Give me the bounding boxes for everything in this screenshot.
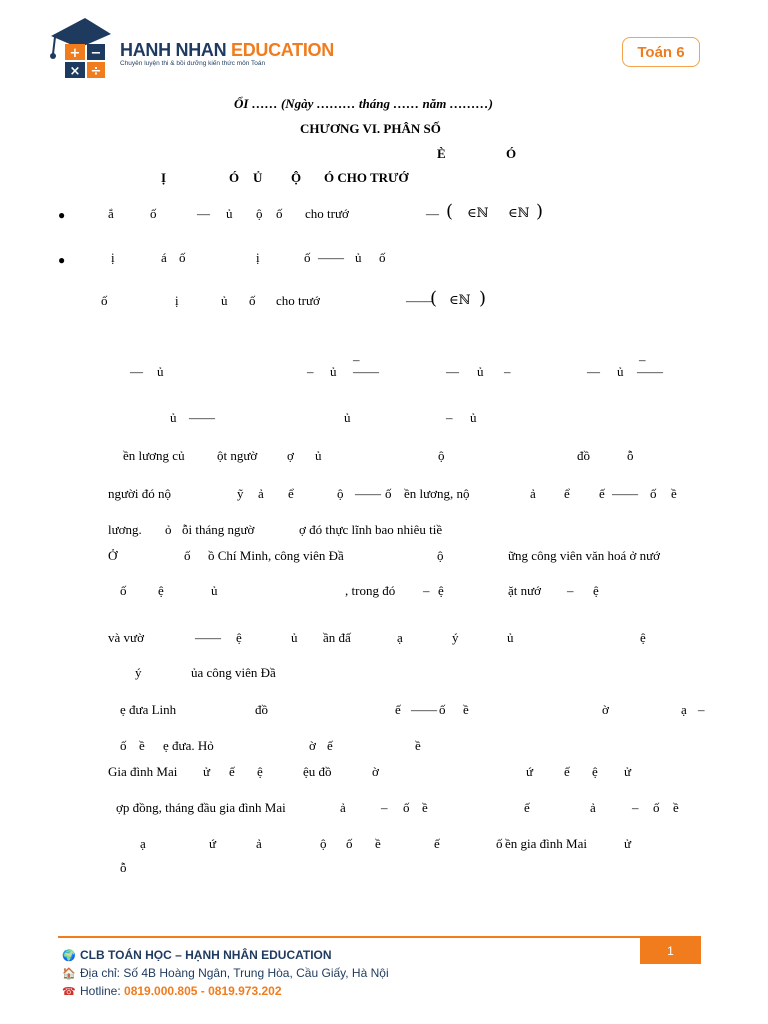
fragment: ệu đồ — [303, 764, 332, 779]
fragment: ố — [496, 836, 503, 851]
fragment: ế — [327, 738, 333, 753]
fragment: ộ — [256, 206, 263, 221]
fragment: — — [197, 206, 210, 221]
fragment: ế — [434, 836, 440, 851]
times-symbol: × — [69, 64, 81, 79]
fragment: – — [446, 410, 453, 425]
fragment: ợ đó thực lĩnh bao nhiêu tiề — [299, 522, 443, 537]
fragment: ệ — [592, 764, 598, 779]
fragment: ố — [379, 250, 386, 265]
overline: – — [353, 352, 360, 367]
fragment: ả — [590, 800, 596, 815]
open-paren: ( — [446, 201, 454, 222]
fragment: ộ — [337, 486, 344, 501]
fragment: ả — [258, 486, 264, 501]
footer-club — [62, 948, 332, 962]
fragment: ủ — [291, 630, 298, 645]
fragment: – — [381, 800, 388, 815]
fragment: ể — [288, 486, 294, 501]
fragment: — — [426, 206, 439, 221]
lesson-fragment: Ị — [161, 170, 167, 185]
fragment: ột ngườ — [217, 448, 258, 463]
hotline-label: Hotline: — [80, 984, 121, 998]
fragment: – — [504, 364, 511, 379]
fragment: ố — [385, 486, 392, 501]
bullet-dot: ● — [58, 208, 66, 222]
fragment: ử — [624, 764, 632, 779]
fragment: —— — [353, 364, 379, 379]
phone-icon: ☎ — [62, 986, 76, 998]
chapter-title: CHƯƠNG VI. PHÂN SỐ — [300, 121, 441, 136]
grade-badge: Toán 6 — [622, 37, 700, 67]
natural-set-symbol: ∈ℕ — [508, 206, 530, 221]
graduation-cap-icon — [45, 12, 113, 82]
fragment: ủ — [617, 364, 624, 379]
fragment: ế — [229, 764, 235, 779]
brand-name-main: HANH NHAN — [120, 40, 227, 60]
fragment: ế — [599, 486, 605, 501]
fragment: ố — [179, 250, 186, 265]
fragment: ố — [276, 206, 283, 221]
fragment: —— — [637, 364, 663, 379]
fragment: ả — [530, 486, 536, 501]
close-paren: ) — [479, 288, 487, 309]
fragment: ỗ — [120, 860, 127, 875]
fragment: ề — [375, 836, 381, 851]
fragment: ề — [463, 702, 469, 717]
fragment: ả — [256, 836, 262, 851]
fragment: ệ — [257, 764, 263, 779]
fragment: ứ — [526, 764, 534, 779]
fragment: ắ — [108, 206, 114, 221]
minus-symbol: − — [90, 46, 102, 61]
fragment: ố — [650, 486, 657, 501]
fragment: ố — [439, 702, 446, 717]
house-icon: 🏠 — [62, 968, 76, 980]
fragment: ề — [139, 738, 145, 753]
footer-hotline — [62, 984, 282, 998]
fragment: ế — [564, 764, 570, 779]
fragment: ề — [415, 738, 421, 753]
fragment: ử — [203, 764, 211, 779]
globe-icon: 🌍 — [62, 950, 76, 962]
brand-name-suffix: EDUCATION — [231, 40, 334, 60]
fragment: — — [446, 364, 459, 379]
fragment: ủ — [355, 250, 362, 265]
fragment: lương. — [108, 522, 142, 537]
fragment: ờ — [309, 738, 316, 753]
divide-symbol: ÷ — [90, 64, 102, 79]
lesson-fragment: Ủ — [253, 170, 263, 185]
fragment: ệ — [158, 583, 164, 598]
fragment: ền lương củ — [123, 448, 185, 463]
fragment: ị — [111, 250, 115, 265]
fragment: ỹ — [237, 486, 244, 501]
fragment: ố — [403, 800, 410, 815]
fragment: ử — [624, 836, 632, 851]
fragment: ế — [395, 702, 401, 717]
fragment: ủ — [344, 410, 351, 425]
date-line-text: ỔI …… (Ngày ……… tháng …… năm ………) — [234, 96, 493, 111]
fragment: đồ — [577, 448, 590, 463]
heading-fragment: È — [437, 146, 446, 161]
fragment: Ở — [108, 548, 118, 563]
fragment: ố — [249, 293, 256, 308]
hotline-numbers: 0819.000.805 - 0819.973.202 — [124, 984, 282, 998]
overline: – — [639, 352, 646, 367]
fragment: —— — [318, 250, 344, 265]
fragment: ộ — [437, 548, 444, 563]
fragment: ố — [346, 836, 353, 851]
fragment: – — [307, 364, 314, 379]
footer-divider — [58, 936, 640, 938]
fragment: —— — [355, 486, 381, 501]
fragment: ố — [184, 548, 191, 563]
club-name: CLB TOÁN HỌC – HẠNH NHÂN EDUCATION — [80, 948, 332, 962]
fragment: ể — [564, 486, 570, 501]
fragment: ờ — [372, 764, 379, 779]
fragment: , trong đó — [345, 583, 396, 598]
fragment: ồ Chí Minh, công viên Đầ — [208, 548, 344, 563]
fragment: ặt nướ — [508, 583, 542, 598]
fragment: ủ — [507, 630, 514, 645]
fragment: ẹ đưa. Hỏ — [163, 738, 214, 753]
plus-symbol: + — [69, 46, 81, 61]
fragment: ệ — [438, 583, 444, 598]
fragment: ị — [256, 250, 260, 265]
address-text: Số 4B Hoàng Ngân, Trung Hòa, Cầu Giấy, Hà Nội — [123, 966, 389, 980]
fragment: ỏ — [165, 522, 172, 537]
fragment: cho trướ — [276, 293, 320, 308]
fragment: ợ — [287, 448, 294, 463]
fragment: người đó nộ — [108, 486, 172, 501]
fragment: —— — [406, 293, 432, 308]
fragment: ố — [120, 583, 127, 598]
fragment: ề — [422, 800, 428, 815]
fragment: ủ — [470, 410, 477, 425]
open-paren: ( — [430, 288, 438, 309]
heading-fragment: Ó — [506, 146, 517, 161]
fragment: ố — [653, 800, 660, 815]
fragment: ố — [101, 293, 108, 308]
fragment: đồ — [255, 702, 268, 717]
natural-set-symbol: ∈ℕ — [449, 293, 471, 308]
fragment: ả — [340, 800, 346, 815]
fragment: Gia đình Mai — [108, 764, 178, 779]
fragment: ề — [673, 800, 679, 815]
fragment: —— — [411, 702, 437, 717]
fragment: á — [161, 250, 167, 265]
fragment: – — [423, 583, 430, 598]
date-line — [234, 96, 493, 112]
fragment: ề — [671, 486, 677, 501]
fragment: ộ — [320, 836, 327, 851]
fragment: cho trướ — [305, 206, 349, 221]
fragment: và vườ — [108, 630, 144, 645]
address-label: Địa chỉ: — [80, 966, 121, 980]
fragment: —— — [612, 486, 638, 501]
fragment: ẹ đưa Linh — [120, 702, 177, 717]
fragment: ủ — [157, 364, 164, 379]
fragment: ỗi tháng ngườ — [182, 522, 255, 537]
fragment: ý — [452, 630, 459, 645]
fragment: – — [632, 800, 639, 815]
footer-address — [62, 966, 389, 980]
fragment: ủ — [211, 583, 218, 598]
fragment: ủ — [477, 364, 484, 379]
fragment: ố — [150, 206, 157, 221]
fragment: —— — [195, 630, 221, 645]
fragment: ủ — [221, 293, 228, 308]
fragment: ế — [524, 800, 530, 815]
fragment: ạ — [681, 702, 687, 717]
lesson-fragment: Ộ — [291, 170, 302, 185]
fragment: ỗ — [627, 448, 634, 463]
natural-set-symbol: ∈ℕ — [467, 206, 489, 221]
fragment: ền gia đình Mai — [505, 836, 587, 851]
fragment: ứ — [209, 836, 217, 851]
fragment: ủ — [330, 364, 337, 379]
fragment: ý — [135, 665, 142, 680]
lesson-fragment: Ó — [229, 170, 240, 185]
fragment: — — [587, 364, 600, 379]
fragment: —— — [189, 410, 215, 425]
fragment: ố — [120, 738, 127, 753]
fragment: ợp đồng, tháng đầu gia đình Mai — [116, 800, 286, 815]
fragment: — — [130, 364, 143, 379]
page-number: 1 — [640, 936, 701, 964]
fragment: ộ — [438, 448, 445, 463]
fragment: ờ — [602, 702, 609, 717]
fragment: ố — [304, 250, 311, 265]
close-paren: ) — [536, 201, 544, 222]
fragment: ững công viên văn hoá ở nướ — [508, 548, 661, 563]
fragment: – — [567, 583, 574, 598]
fragment: ạ — [140, 836, 146, 851]
fragment: ủ — [226, 206, 233, 221]
brand-name — [120, 40, 334, 61]
fragment: ị — [175, 293, 179, 308]
brand-tagline: Chuyên luyện thi & bồi dưỡng kiến thức môn Toán — [120, 60, 266, 67]
fragment: ệ — [640, 630, 646, 645]
bullet-dot: ● — [58, 253, 66, 267]
fragment: ủ — [315, 448, 322, 463]
fragment: ệ — [236, 630, 242, 645]
fragment: ần đấ — [323, 630, 351, 645]
fragment: ủa công viên Đầ — [191, 665, 276, 680]
fragment: ền lương, nộ — [404, 486, 470, 501]
fragment: ạ — [397, 630, 403, 645]
fragment: ệ — [593, 583, 599, 598]
lesson-fragment: Ó CHO TRƯỚ — [324, 170, 409, 185]
fragment: – — [698, 702, 705, 717]
fragment: ủ — [170, 410, 177, 425]
